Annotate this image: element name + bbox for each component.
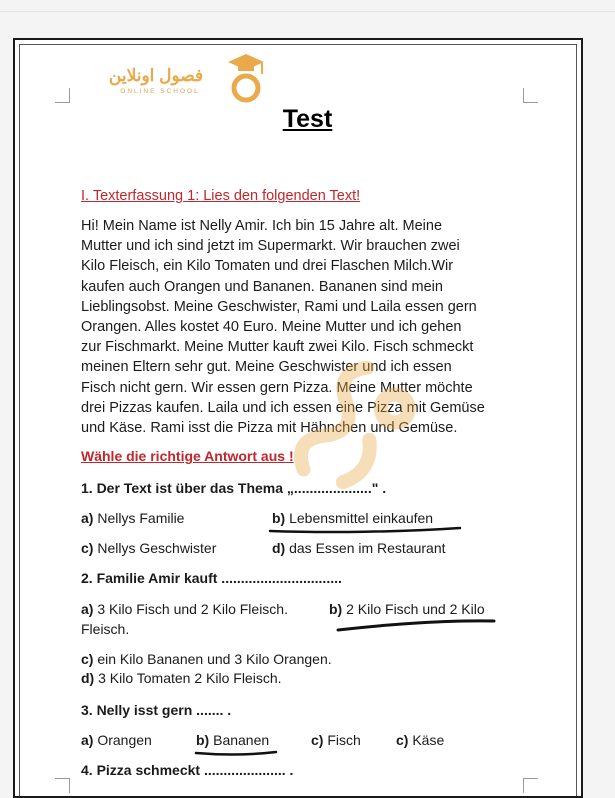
logo-english-text: ONLINE SCHOOL — [120, 88, 200, 95]
q2-option-b[interactable] — [329, 601, 485, 617]
option-letter: d) — [272, 540, 286, 556]
passage-line: Orangen. Alles kostet 40 Euro. Meine Mutter und ich gehen — [81, 319, 462, 336]
q2-option-c[interactable] — [81, 651, 332, 667]
option-letter: b) — [272, 510, 286, 526]
question-3: 3. Nelly isst gern ....... . — [81, 702, 232, 718]
logo-arabic-text: فصول اونلاين — [108, 66, 204, 85]
option-text: 3 Kilo Fisch und 2 Kilo Fleisch. — [97, 601, 288, 617]
q3-option-a[interactable] — [81, 732, 152, 748]
passage-line: meinen Eltern sehr gut. Meine Geschwister und ich essen — [81, 359, 452, 376]
option-letter: a) — [81, 601, 94, 617]
option-text: Nellys Geschwister — [97, 540, 217, 556]
instruction-heading: Wähle die richtige Antwort aus ! — [81, 448, 294, 464]
option-letter: a) — [81, 732, 94, 748]
crop-mark-top-right — [523, 88, 538, 103]
option-letter: b) — [329, 601, 343, 617]
option-text: ein Kilo Bananen und 3 Kilo Orangen. — [97, 651, 332, 667]
option-text: Käse — [412, 732, 445, 748]
passage-line: Hi! Mein Name ist Nelly Amir. Ich bin 15 Jahre alt. Meine — [81, 218, 443, 234]
passage-line: drei Pizzas kaufen. Laila und ich essen eine Pizza mit Gemüse — [81, 399, 485, 416]
option-letter: b) — [196, 732, 210, 748]
option-letter: c) — [81, 540, 94, 556]
q2-option-a[interactable] — [81, 601, 288, 617]
option-text: Nellys Familie — [97, 510, 185, 526]
passage-line: kaufen auch Orangen und Bananen. Bananen sind mein — [81, 278, 443, 295]
option-letter: d) — [81, 670, 95, 686]
option-text: das Essen im Restaurant — [289, 540, 446, 556]
section-heading: I. Texterfassung 1: Lies den folgenden Text! — [81, 188, 361, 204]
q1-option-c[interactable] — [81, 540, 216, 556]
passage-line: Fisch nicht gern. Wir essen gern Pizza. Meine Mutter möchte — [81, 379, 473, 396]
q3-option-d[interactable] — [396, 732, 444, 748]
option-letter: c) — [81, 651, 94, 667]
graduation-cap-icon — [226, 52, 266, 106]
q3-option-c[interactable] — [311, 732, 361, 748]
passage-line: Lieblingsobst. Meine Geschwister, Rami und Laila essen gern — [81, 298, 477, 315]
q1-option-b[interactable] — [272, 510, 433, 526]
option-text: Orangen — [97, 732, 152, 748]
question-1: 1. Der Text ist über das Thema „...................." . — [81, 480, 387, 496]
q2-option-b-continued — [81, 621, 129, 637]
option-letter: c) — [311, 732, 324, 748]
page-title: Test — [282, 105, 333, 133]
option-text: 3 Kilo Tomaten 2 Kilo Fleisch. — [98, 670, 282, 686]
crop-mark-top-left — [55, 88, 70, 103]
q3-option-b[interactable] — [196, 732, 269, 748]
q2-option-d[interactable] — [81, 670, 282, 686]
passage-line: Kilo Fleisch, ein Kilo Tomaten und drei Flaschen Milch.Wir — [81, 258, 454, 275]
option-letter: a) — [81, 510, 94, 526]
option-text: Fleisch. — [81, 621, 130, 637]
question-2: 2. Familie Amir kauft ............................... — [81, 570, 342, 586]
q1-option-a[interactable] — [81, 510, 184, 526]
q1-option-d[interactable] — [272, 540, 446, 556]
passage-line: und Käse. Rami isst die Pizza mit Hähnchen und Gemüse. — [81, 420, 458, 437]
reading-passage — [81, 216, 531, 438]
option-text: Bananen — [213, 732, 270, 748]
option-text: Fisch — [327, 732, 361, 748]
top-divider — [0, 11, 615, 12]
school-logo — [96, 52, 276, 108]
passage-line: Mutter und ich sind jetzt im Supermarkt. Wir brauchen zwei — [81, 238, 460, 255]
option-letter: c) — [396, 732, 409, 748]
passage-line: zur Fischmarkt. Meine Mutter kauft zwei Kilo. Fisch schmeckt — [81, 339, 474, 356]
option-text: Lebensmittel einkaufen — [289, 510, 434, 526]
question-4: 4. Pizza schmeckt ..................... . — [81, 762, 294, 778]
crop-mark-bottom-right — [523, 778, 538, 793]
option-text: 2 Kilo Fisch und 2 Kilo — [346, 601, 485, 617]
crop-mark-bottom-left — [55, 778, 70, 793]
